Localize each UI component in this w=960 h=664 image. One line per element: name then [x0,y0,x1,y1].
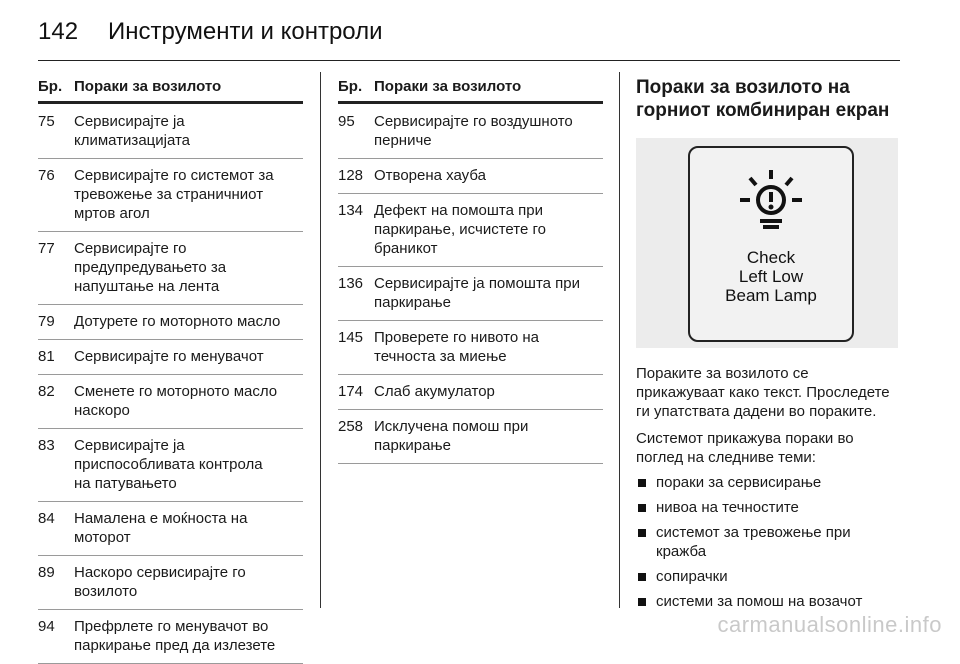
page-number: 142 [38,18,79,45]
message-number: 94 [38,618,55,635]
upper-display-section [636,76,900,617]
table-row [338,194,603,267]
messages-table-1 [38,78,303,664]
table-row [338,159,603,194]
message-text: Сервисирајте го воздушното перниче [374,113,573,149]
message-text: Дефект на помошта при паркирање, исчистете го браникот [374,202,546,257]
message-number: 134 [338,202,364,219]
table-row [38,232,303,305]
message-text: Исклучена помош при паркирање [374,418,529,454]
watermark: carmanualsonline.info [717,612,942,637]
message-text: Наскоро сервисирајте го возилото [74,564,246,600]
table-row [38,305,303,340]
bullet-square-icon [638,479,646,487]
table-rows [338,104,603,464]
display-message: Check Left Low Beam Lamp [725,248,817,305]
table-row [338,321,603,375]
page-title: Инструменти и контроли [108,18,383,45]
table-row [338,410,603,464]
col-number-header: Бр. [38,78,63,95]
table-rows [38,104,303,664]
table-row [38,556,303,610]
messages-table-2 [338,78,603,464]
column-divider [320,72,321,608]
display-screen [688,146,854,342]
message-text: Сервисирајте го менувачот [74,348,264,365]
col-message-header: Пораки за возилото [374,78,522,95]
message-text: Сервисирајте ја приспособливата контрола на патувањето [74,437,263,492]
lamp-warning-icon [738,168,804,230]
table-row [38,429,303,502]
topics-list [636,473,900,611]
message-number: 258 [338,418,364,435]
display-illustration [636,138,898,348]
message-number: 128 [338,167,364,184]
message-text: Намалена е моќноста на моторот [74,510,248,546]
message-number: 174 [338,383,364,400]
table-row [38,104,303,159]
message-number: 81 [38,348,55,365]
bullet-square-icon [638,529,646,537]
table-row [38,375,303,429]
list-item-text: нивоа на течностите [656,499,799,516]
col-message-header: Пораки за возилото [74,78,222,95]
table-row [38,340,303,375]
message-number: 76 [38,167,55,184]
message-number: 145 [338,329,364,346]
list-item [636,473,900,492]
table-header [38,78,303,104]
table-row [38,502,303,556]
message-number: 95 [338,113,355,130]
table-row [338,267,603,321]
section-title: Пораки за возилото на горниот комбиниран екран [636,77,890,121]
message-text: Сервисирајте ја климатизацијата [74,113,191,149]
message-text: Сервисирајте го предупредувањето за напуштање на лента [74,240,227,295]
col-number-header: Бр. [338,78,363,95]
message-text: Префрлете го менувачот во паркирање пред да излезете [74,618,276,654]
page-header [38,18,383,46]
list-item-text: системот за тревожење при кражба [656,524,851,560]
column-divider [619,72,620,608]
table-row [38,610,303,664]
message-number: 89 [38,564,55,581]
bullet-square-icon [638,573,646,581]
bullet-square-icon [638,598,646,606]
message-number: 77 [38,240,55,257]
list-item [636,592,900,611]
list-item [636,523,900,561]
message-text: Слаб акумулатор [374,383,495,400]
message-text: Проверете го нивото на течноста за миење [374,329,539,365]
list-item [636,498,900,517]
topics-paragraph: Системот прикажува пораки во поглед на следниве теми: [636,430,854,466]
message-number: 82 [38,383,55,400]
list-item-text: системи за помош на возачот [656,593,863,610]
message-text: Сменете го моторното масло наскоро [74,383,278,419]
list-item-text: пораки за сервисирање [656,474,822,491]
message-number: 75 [38,113,55,130]
list-item-text: сопирачки [656,568,728,585]
message-number: 83 [38,437,55,454]
message-text: Отворена хауба [374,167,486,184]
message-text: Сервисирајте ја помошта при паркирање [374,275,581,311]
message-number: 84 [38,510,55,527]
message-number: 79 [38,313,55,330]
list-item [636,567,900,586]
table-header [338,78,603,104]
message-text: Дотурете го моторното масло [74,313,281,330]
message-number: 136 [338,275,364,292]
bullet-square-icon [638,504,646,512]
table-row [38,159,303,232]
intro-paragraph: Пораките за возилото се прикажуваат како текст. Проследете ги упатствата дадени во пораките. [636,365,890,420]
table-row [338,104,603,159]
table-row [338,375,603,410]
message-text: Сервисирајте го системот за тревожење за страничниот мртов агол [74,167,274,222]
header-rule [38,60,900,61]
